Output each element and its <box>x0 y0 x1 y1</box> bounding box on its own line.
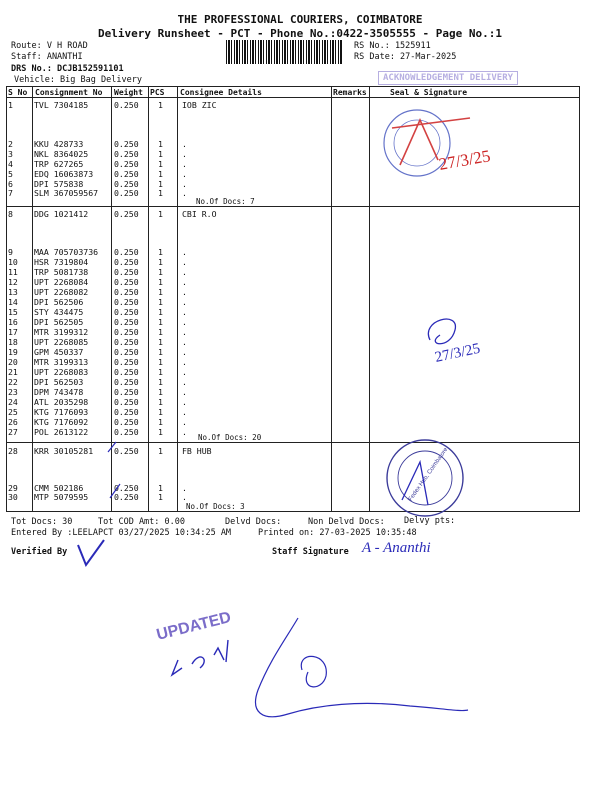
row-weight: 0.250 <box>114 169 139 179</box>
row-consignee: . <box>182 337 187 347</box>
entered-by: Entered By :LEELAPCT 03/27/2025 10:34:25 AM <box>11 528 232 538</box>
row-consignee: . <box>182 317 187 327</box>
drs-number: DRS No.: DCJB152591101 <box>11 64 124 74</box>
row-consignee: . <box>182 377 187 387</box>
row-sno: 8 <box>8 209 13 219</box>
row-sno: 28 <box>8 446 18 456</box>
row-consignment-no: MAA 705703736 <box>34 247 99 257</box>
row-weight: 0.250 <box>114 357 139 367</box>
row-weight: 0.250 <box>114 483 139 493</box>
row-sno: 15 <box>8 307 18 317</box>
row-consignment-no: TVL 7304185 <box>34 100 89 110</box>
row-consignee: . <box>182 483 187 493</box>
rs-date: RS Date: 27-Mar-2025 <box>354 52 457 62</box>
col-consignee: Consignee Details <box>180 88 262 97</box>
row-consignment-no: HSR 7319804 <box>34 257 89 267</box>
row-weight: 0.250 <box>114 377 139 387</box>
col-pcs: PCS <box>150 88 165 97</box>
col-seal-signature: Seal & Signature <box>390 88 468 97</box>
row-consignment-no: MTR 3199312 <box>34 327 89 337</box>
row-sno: 4 <box>8 159 13 169</box>
row-pcs: 1 <box>158 387 163 397</box>
round-stamp-text: Fedex Hub, Coimbatore <box>407 446 450 503</box>
staff-handwritten-signature: A - Ananthi <box>362 540 431 556</box>
row-pcs: 1 <box>158 483 163 493</box>
row-consignment-no: KTG 7176093 <box>34 407 89 417</box>
row-weight: 0.250 <box>114 347 139 357</box>
row-sno: 16 <box>8 317 18 327</box>
vehicle-label: Vehicle: Big Bag Delivery <box>14 75 142 85</box>
row-consignment-no: MTP 5079595 <box>34 492 89 502</box>
non-delivered-docs: Non Delvd Docs: <box>308 517 385 527</box>
row-consignee: . <box>182 397 187 407</box>
row-sno: 9 <box>8 247 13 257</box>
row-pcs: 1 <box>158 307 163 317</box>
row-pcs: 1 <box>158 427 163 437</box>
row-pcs: 1 <box>158 179 163 189</box>
row-weight: 0.250 <box>114 247 139 257</box>
row-weight: 0.250 <box>114 397 139 407</box>
row-pcs: 1 <box>158 377 163 387</box>
group-doc-count: No.Of Docs: 3 <box>186 502 245 511</box>
runsheet-subtitle: Delivery Runsheet - PCT - Phone No.:0422-3505555 - Page No.:1 <box>98 27 502 40</box>
row-weight: 0.250 <box>114 159 139 169</box>
row-sno: 1 <box>8 100 13 110</box>
row-consignment-no: STY 434475 <box>34 307 84 317</box>
row-consignment-no: POL 2613122 <box>34 427 89 437</box>
row-pcs: 1 <box>158 492 163 502</box>
row-pcs: 1 <box>158 247 163 257</box>
signature-mid <box>428 319 455 344</box>
row-consignment-no: NKL 8364025 <box>34 149 89 159</box>
row-consignment-no: CMM 502186 <box>34 483 84 493</box>
staff-label: Staff: ANANTHI <box>11 52 83 62</box>
row-weight: 0.250 <box>114 297 139 307</box>
row-sno: 18 <box>8 337 18 347</box>
row-weight: 0.250 <box>114 139 139 149</box>
row-consignment-no: GPM 450337 <box>34 347 84 357</box>
row-weight: 0.250 <box>114 179 139 189</box>
row-sno: 29 <box>8 483 18 493</box>
row-weight: 0.250 <box>114 337 139 347</box>
row-weight: 0.250 <box>114 446 139 456</box>
row-pcs: 1 <box>158 100 163 110</box>
row-weight: 0.250 <box>114 307 139 317</box>
row-consignment-no: MTR 3199313 <box>34 357 89 367</box>
row-sno: 13 <box>8 287 18 297</box>
group-doc-count: No.Of Docs: 20 <box>198 433 262 442</box>
row-consignment-no: KRR 30105281 <box>34 446 94 456</box>
row-sno: 5 <box>8 169 13 179</box>
row-consignee: . <box>182 307 187 317</box>
row-consignment-no: UPT 2268082 <box>34 287 89 297</box>
row-weight: 0.250 <box>114 149 139 159</box>
row-sno: 19 <box>8 347 18 357</box>
row-consignment-no: ATL 2035298 <box>34 397 89 407</box>
row-consignment-no: DDG 1021412 <box>34 209 89 219</box>
row-weight: 0.250 <box>114 257 139 267</box>
row-pcs: 1 <box>158 337 163 347</box>
row-consignee: . <box>182 247 187 257</box>
col-consignment: Consignment No <box>35 88 103 97</box>
row-consignee: IOB ZIC <box>182 100 217 110</box>
row-sno: 20 <box>8 357 18 367</box>
row-consignee: . <box>182 347 187 357</box>
row-consignee: . <box>182 267 187 277</box>
handwritten-date-2: 27/3/25 <box>433 340 482 366</box>
row-consignee: . <box>182 179 187 189</box>
row-pcs: 1 <box>158 297 163 307</box>
row-weight: 0.250 <box>114 100 139 110</box>
row-sno: 3 <box>8 149 13 159</box>
row-pcs: 1 <box>158 446 163 456</box>
row-weight: 0.250 <box>114 387 139 397</box>
row-consignment-no: DPI 562506 <box>34 297 84 307</box>
row-consignment-no: DPM 743478 <box>34 387 84 397</box>
row-consignee: . <box>182 287 187 297</box>
row-consignee: . <box>182 297 187 307</box>
row-consignee: . <box>182 427 187 437</box>
row-weight: 0.250 <box>114 367 139 377</box>
row-pcs: 1 <box>158 397 163 407</box>
row-weight: 0.250 <box>114 417 139 427</box>
delivery-points: Delvy pts: <box>404 516 456 526</box>
row-pcs: 1 <box>158 209 163 219</box>
row-consignment-no: DPI 575838 <box>34 179 84 189</box>
row-weight: 0.250 <box>114 492 139 502</box>
row-pcs: 1 <box>158 267 163 277</box>
row-sno: 25 <box>8 407 18 417</box>
row-pcs: 1 <box>158 188 163 198</box>
row-weight: 0.250 <box>114 209 139 219</box>
updated-signature <box>172 640 228 675</box>
row-sno: 30 <box>8 492 18 502</box>
col-remarks: Remarks <box>333 88 367 97</box>
row-weight: 0.250 <box>114 267 139 277</box>
row-sno: 24 <box>8 397 18 407</box>
row-sno: 17 <box>8 327 18 337</box>
row-sno: 7 <box>8 188 13 198</box>
total-docs: Tot Docs: 30 <box>11 517 73 527</box>
row-consignment-no: TRP 627265 <box>34 159 84 169</box>
row-consignee: . <box>182 169 187 179</box>
row-consignee: . <box>182 149 187 159</box>
row-consignee: . <box>182 139 187 149</box>
row-weight: 0.250 <box>114 407 139 417</box>
acknowledgement-stamp: ACKNOWLEDGEMENT DELIVERY <box>378 71 518 85</box>
row-pcs: 1 <box>158 277 163 287</box>
row-consignee: . <box>182 159 187 169</box>
row-pcs: 1 <box>158 139 163 149</box>
row-consignee: . <box>182 407 187 417</box>
row-consignment-no: UPT 2268083 <box>34 367 89 377</box>
route-label: Route: V H ROAD <box>11 41 88 51</box>
row-consignment-no: EDQ 16063873 <box>34 169 94 179</box>
row-pcs: 1 <box>158 287 163 297</box>
row-consignee: . <box>182 357 187 367</box>
group-doc-count: No.Of Docs: 7 <box>196 197 255 206</box>
row-pcs: 1 <box>158 417 163 427</box>
row-ticks <box>108 442 120 498</box>
row-sno: 14 <box>8 297 18 307</box>
row-consignment-no: UPT 2268084 <box>34 277 89 287</box>
row-weight: 0.250 <box>114 277 139 287</box>
verified-by-label: Verified By <box>11 547 68 557</box>
row-pcs: 1 <box>158 367 163 377</box>
row-consignee: . <box>182 367 187 377</box>
row-consignee: . <box>182 417 187 427</box>
row-sno: 10 <box>8 257 18 267</box>
row-pcs: 1 <box>158 407 163 417</box>
row-pcs: 1 <box>158 149 163 159</box>
large-signature <box>256 618 468 717</box>
row-weight: 0.250 <box>114 287 139 297</box>
handwritten-date-1: 27/3/25 <box>437 146 492 174</box>
rs-number: RS No.: 1525911 <box>354 41 431 51</box>
total-cod: Tot COD Amt: 0.00 <box>98 517 185 527</box>
row-pcs: 1 <box>158 169 163 179</box>
row-consignee: . <box>182 277 187 287</box>
row-sno: 2 <box>8 139 13 149</box>
row-pcs: 1 <box>158 257 163 267</box>
row-pcs: 1 <box>158 327 163 337</box>
row-sno: 21 <box>8 367 18 377</box>
row-consignee: . <box>182 387 187 397</box>
row-pcs: 1 <box>158 159 163 169</box>
row-sno: 6 <box>8 179 13 189</box>
row-sno: 22 <box>8 377 18 387</box>
col-sno: S No <box>8 88 28 97</box>
staff-signature-label: Staff Signature <box>272 547 349 557</box>
row-pcs: 1 <box>158 357 163 367</box>
row-consignee: . <box>182 188 187 198</box>
col-weight: Weight <box>114 88 143 97</box>
row-pcs: 1 <box>158 347 163 357</box>
row-consignment-no: DPI 562505 <box>34 317 84 327</box>
row-consignee: FB HUB <box>182 446 212 456</box>
row-weight: 0.250 <box>114 188 139 198</box>
delivered-docs: Delvd Docs: <box>225 517 282 527</box>
row-consignee: CBI R.O <box>182 209 217 219</box>
updated-stamp: UPDATED <box>154 608 233 644</box>
row-consignee: . <box>182 492 187 502</box>
row-consignment-no: TRP 5081738 <box>34 267 89 277</box>
row-sno: 11 <box>8 267 18 277</box>
row-weight: 0.250 <box>114 427 139 437</box>
row-consignee: . <box>182 327 187 337</box>
row-consignment-no: KKU 428733 <box>34 139 84 149</box>
row-consignment-no: SLM 367059567 <box>34 188 99 198</box>
printed-on: Printed on: 27-03-2025 10:35:48 <box>258 528 417 538</box>
row-pcs: 1 <box>158 317 163 327</box>
row-sno: 27 <box>8 427 18 437</box>
row-consignment-no: KTG 7176092 <box>34 417 89 427</box>
row-consignee: . <box>182 257 187 267</box>
row-sno: 23 <box>8 387 18 397</box>
row-consignment-no: UPT 2268085 <box>34 337 89 347</box>
verified-tick <box>78 540 104 565</box>
row-weight: 0.250 <box>114 327 139 337</box>
row-weight: 0.250 <box>114 317 139 327</box>
company-title: THE PROFESSIONAL COURIERS, COIMBATORE <box>177 13 423 26</box>
row-consignment-no: DPI 562503 <box>34 377 84 387</box>
row-sno: 12 <box>8 277 18 287</box>
row-sno: 26 <box>8 417 18 427</box>
